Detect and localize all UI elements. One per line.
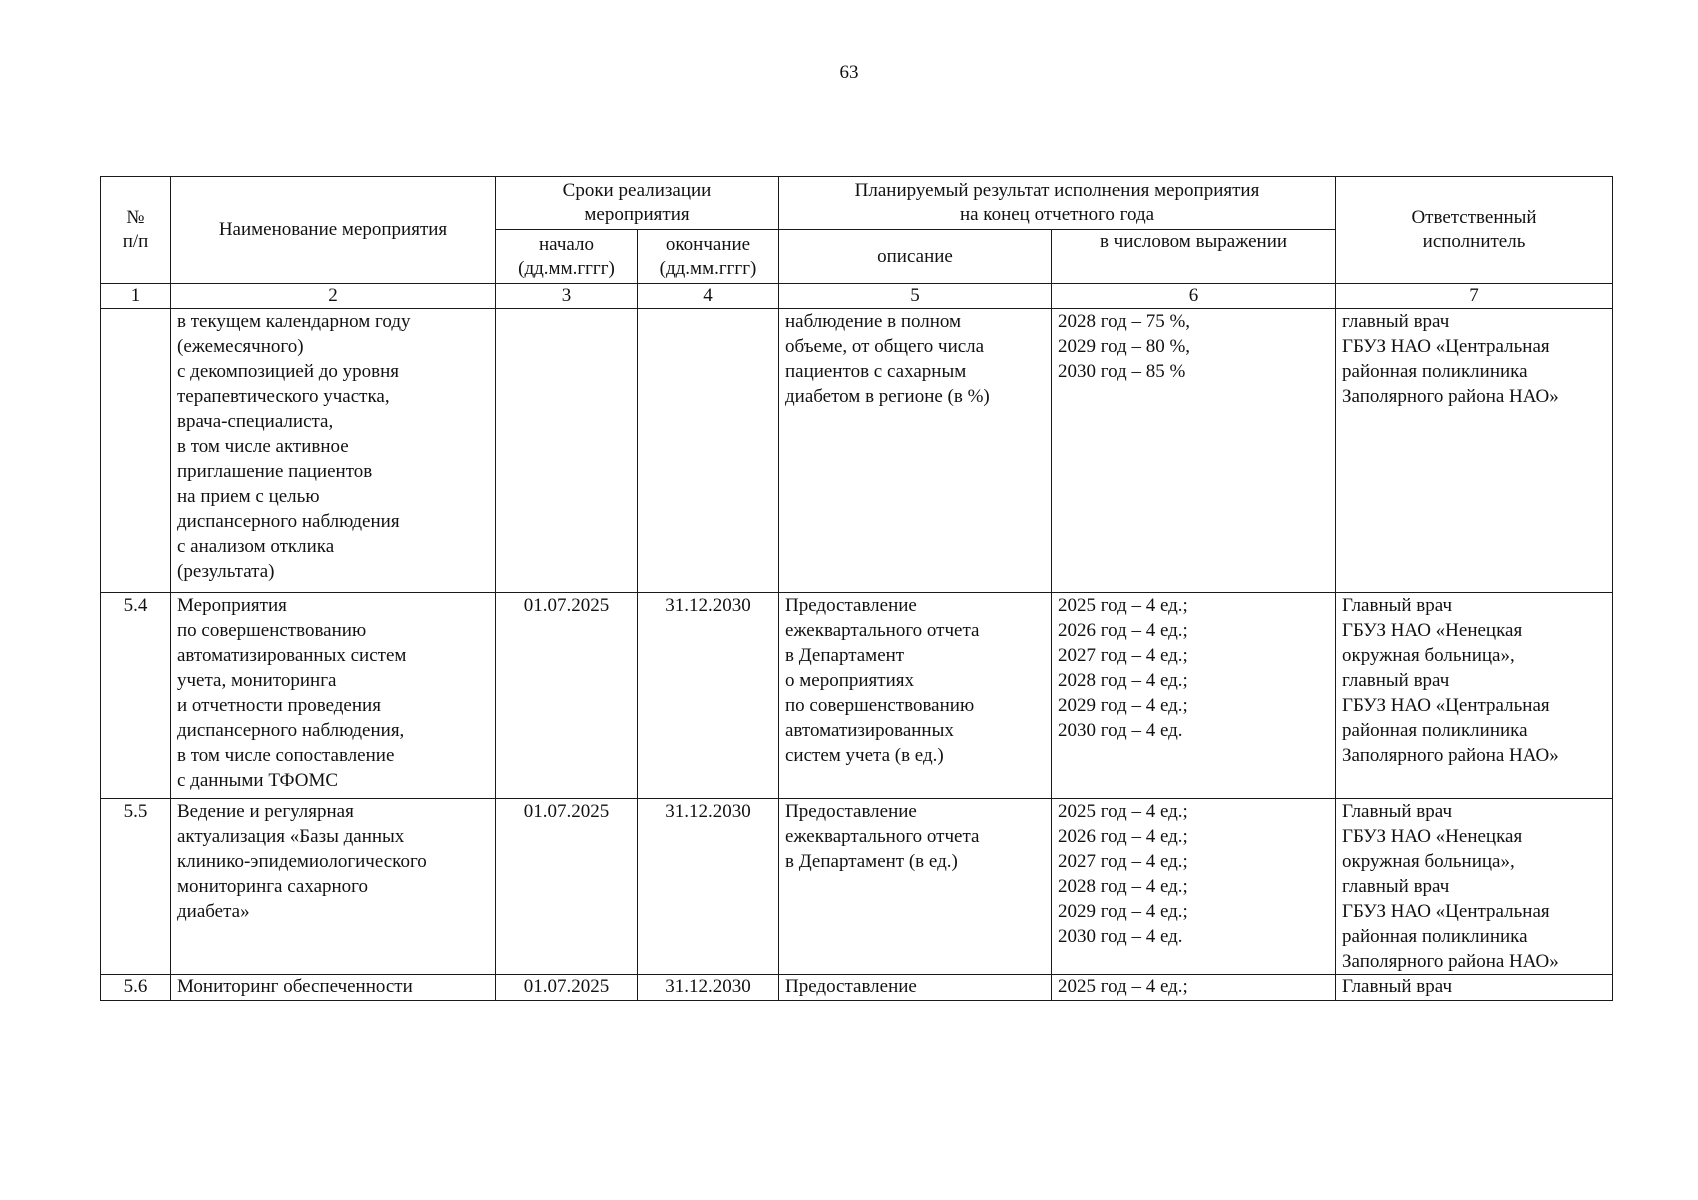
activity-name-line: Мероприятия <box>177 595 287 616</box>
header-end: окончание (дд.мм.гггг) <box>638 230 779 284</box>
activity-name-line: терапевтического участка, <box>177 386 390 407</box>
result-value-line: 2025 год – 4 ед.; <box>1058 595 1188 616</box>
row-number: 5.4 <box>101 593 171 799</box>
result-value-line: 2026 год – 4 ед.; <box>1058 826 1188 847</box>
column-number: 1 <box>101 284 171 309</box>
header-numeric-value: в числовом выражении <box>1052 230 1336 284</box>
result-description-line: объеме, от общего числа <box>785 336 985 357</box>
activity-name <box>171 309 496 593</box>
result-description-line: в Департамент (в ед.) <box>785 851 958 872</box>
header-description: описание <box>779 230 1052 284</box>
result-value <box>1052 975 1336 1001</box>
result-value-line: 2029 год – 80 %, <box>1058 336 1191 357</box>
responsible-executor-line: Заполярного района НАО» <box>1342 745 1559 766</box>
result-value-line: 2027 год – 4 ед.; <box>1058 851 1188 872</box>
result-value-line: 2025 год – 4 ед.; <box>1058 801 1188 822</box>
column-number: 5 <box>779 284 1052 309</box>
responsible-executor-line: Главный врач <box>1342 976 1453 997</box>
table-row <box>101 593 1613 799</box>
result-description-line: в Департамент <box>785 645 905 666</box>
result-value-line: 2030 год – 4 ед. <box>1058 926 1183 947</box>
responsible-executor-line: главный врач <box>1342 670 1450 691</box>
responsible-executor-line: ГБУЗ НАО «Ненецкая <box>1342 826 1523 847</box>
activity-name-line: автоматизированных систем <box>177 645 407 666</box>
result-description-line: о мероприятиях <box>785 670 914 691</box>
result-value-line: 2028 год – 4 ед.; <box>1058 670 1188 691</box>
responsible-executor-line: главный врач <box>1342 876 1450 897</box>
activity-name-line: в текущем календарном году <box>177 311 411 332</box>
start-date: 01.07.2025 <box>496 975 638 1001</box>
row-number <box>101 309 171 593</box>
header-terms: Сроки реализации мероприятия <box>496 177 779 230</box>
column-number: 2 <box>171 284 496 309</box>
activity-name-line: (результата) <box>177 561 275 582</box>
activity-name <box>171 799 496 975</box>
column-number: 7 <box>1336 284 1613 309</box>
responsible-executor-line: окружная больница», <box>1342 645 1515 666</box>
responsible-executor-line: ГБУЗ НАО «Центральная <box>1342 695 1550 716</box>
activity-name-line: с данными ТФОМС <box>177 770 339 791</box>
result-description-line: наблюдение в полном <box>785 311 962 332</box>
result-description-line: систем учета (в ед.) <box>785 745 944 766</box>
activity-name-line: клинико-эпидемиологического <box>177 851 427 872</box>
result-description <box>779 799 1052 975</box>
responsible-executor <box>1336 593 1613 799</box>
activity-name-line: приглашение пациентов <box>177 461 373 482</box>
responsible-executor-line: районная поликлиника <box>1342 720 1528 741</box>
responsible-executor-line: главный врач <box>1342 311 1450 332</box>
responsible-executor-line: Заполярного района НАО» <box>1342 951 1559 972</box>
activity-name-line: по совершенствованию <box>177 620 367 641</box>
end-date: 31.12.2030 <box>638 975 779 1001</box>
header-activity-name: Наименование мероприятия <box>171 177 496 284</box>
start-date: 01.07.2025 <box>496 593 638 799</box>
activity-name-line: врача-специалиста, <box>177 411 334 432</box>
activity-name-line: в том числе сопоставление <box>177 745 395 766</box>
end-date: 31.12.2030 <box>638 593 779 799</box>
result-description-line: пациентов с сахарным <box>785 361 967 382</box>
activity-name-line: диабета» <box>177 901 250 922</box>
result-value-line: 2030 год – 4 ед. <box>1058 720 1183 741</box>
responsible-executor-line: Главный врач <box>1342 801 1453 822</box>
responsible-executor-line: районная поликлиника <box>1342 926 1528 947</box>
activity-name-line: диспансерного наблюдения, <box>177 720 405 741</box>
table-row <box>101 799 1613 975</box>
result-description-line: диабетом в регионе (в %) <box>785 386 990 407</box>
result-value-line: 2029 год – 4 ед.; <box>1058 901 1188 922</box>
responsible-executor-line: окружная больница», <box>1342 851 1515 872</box>
activity-name-line: Мониторинг обеспеченности <box>177 976 413 997</box>
responsible-executor-line: ГБУЗ НАО «Центральная <box>1342 336 1550 357</box>
start-date <box>496 309 638 593</box>
result-value-line: 2029 год – 4 ед.; <box>1058 695 1188 716</box>
result-value <box>1052 799 1336 975</box>
responsible-executor <box>1336 799 1613 975</box>
activity-name-line: в том числе активное <box>177 436 349 457</box>
responsible-executor <box>1336 975 1613 1001</box>
page-number: 63 <box>839 62 859 83</box>
end-date: 31.12.2030 <box>638 799 779 975</box>
start-date: 01.07.2025 <box>496 799 638 975</box>
activity-name-line: (ежемесячного) <box>177 336 304 357</box>
end-date <box>638 309 779 593</box>
activity-name-line: мониторинга сахарного <box>177 876 368 897</box>
result-value <box>1052 593 1336 799</box>
result-description-line: Предоставление <box>785 801 917 822</box>
activity-name-line: Ведение и регулярная <box>177 801 354 822</box>
responsible-executor-line: Главный врач <box>1342 595 1453 616</box>
result-value-line: 2028 год – 75 %, <box>1058 311 1191 332</box>
activity-name-line: диспансерного наблюдения <box>177 511 400 532</box>
column-number: 3 <box>496 284 638 309</box>
result-description <box>779 593 1052 799</box>
header-responsible: Ответственный исполнитель <box>1336 177 1613 284</box>
activity-name-line: учета, мониторинга <box>177 670 337 691</box>
activity-name-line: актуализация «Базы данных <box>177 826 405 847</box>
responsible-executor-line: Заполярного района НАО» <box>1342 386 1559 407</box>
responsible-executor-line: районная поликлиника <box>1342 361 1528 382</box>
header-number: № п/п <box>101 177 171 284</box>
activity-name-line: на прием с целью <box>177 486 320 507</box>
row-number: 5.5 <box>101 799 171 975</box>
result-value-line: 2025 год – 4 ед.; <box>1058 976 1188 997</box>
activities-table <box>100 176 1613 1001</box>
result-description-line: ежеквартального отчета <box>785 826 980 847</box>
header-planned-result: Планируемый результат исполнения мероприятия на конец отчетного года <box>779 177 1336 230</box>
header-start: начало (дд.мм.гггг) <box>496 230 638 284</box>
row-number: 5.6 <box>101 975 171 1001</box>
result-value-line: 2030 год – 85 % <box>1058 361 1186 382</box>
result-description-line: ежеквартального отчета <box>785 620 980 641</box>
result-description-line: Предоставление <box>785 595 917 616</box>
result-value-line: 2028 год – 4 ед.; <box>1058 876 1188 897</box>
activity-name-line: и отчетности проведения <box>177 695 381 716</box>
result-description-line: автоматизированных <box>785 720 954 741</box>
activity-name-line: с декомпозицией до уровня <box>177 361 400 382</box>
result-description <box>779 309 1052 593</box>
table-row <box>101 975 1613 1001</box>
responsible-executor-line: ГБУЗ НАО «Ненецкая <box>1342 620 1523 641</box>
responsible-executor <box>1336 309 1613 593</box>
result-description <box>779 975 1052 1001</box>
column-number: 4 <box>638 284 779 309</box>
table-row <box>101 309 1613 593</box>
result-value <box>1052 309 1336 593</box>
activity-name <box>171 975 496 1001</box>
responsible-executor-line: ГБУЗ НАО «Центральная <box>1342 901 1550 922</box>
activity-name-line: с анализом отклика <box>177 536 335 557</box>
activity-name <box>171 593 496 799</box>
result-value-line: 2027 год – 4 ед.; <box>1058 645 1188 666</box>
result-value-line: 2026 год – 4 ед.; <box>1058 620 1188 641</box>
result-description-line: Предоставление <box>785 976 917 997</box>
column-number: 6 <box>1052 284 1336 309</box>
result-description-line: по совершенствованию <box>785 695 975 716</box>
